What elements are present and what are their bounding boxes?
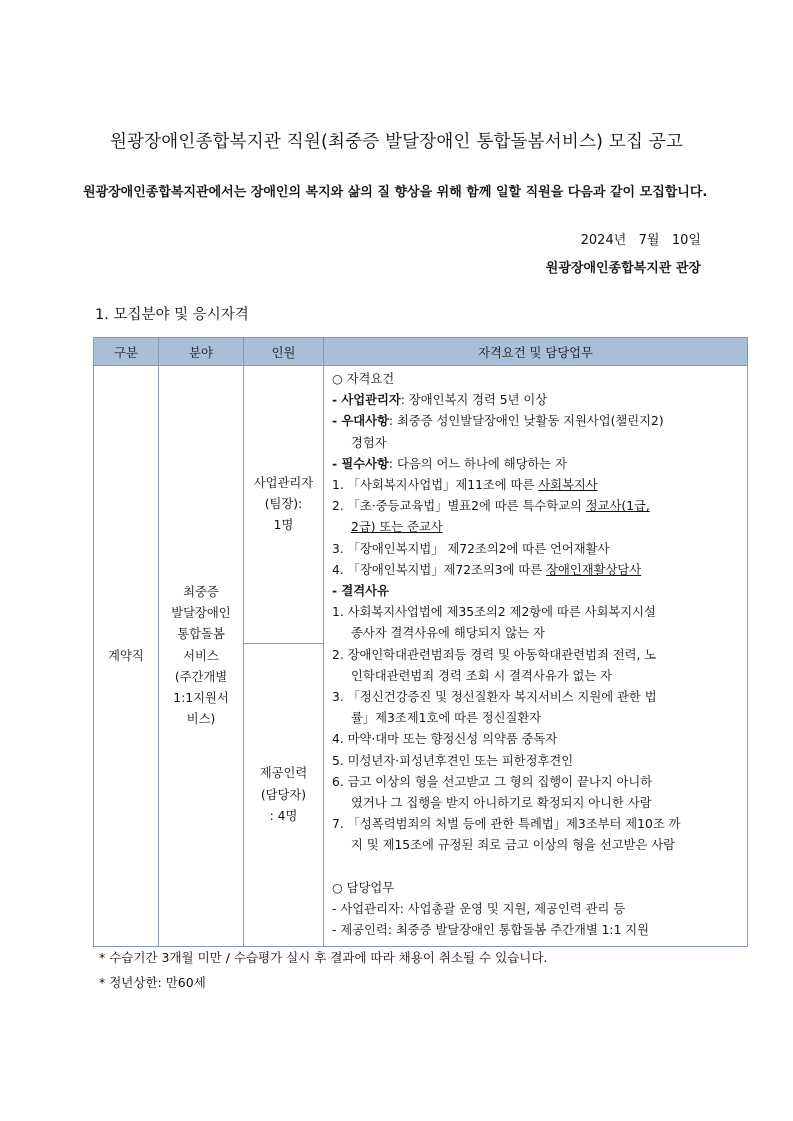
header-field: 분야 xyxy=(159,338,244,366)
required-item-3: 3. 「장애인복지법」 제72조의2에 따른 언어재활사 xyxy=(332,541,610,556)
cell-field xyxy=(159,366,244,947)
footnote-probation: * 수습기간 3개월 미만 / 수습평가 실시 후 결과에 따라 채용이 취소될 수 있습니다. xyxy=(99,950,548,965)
header-headcount: 인원 xyxy=(244,338,324,366)
field-line: 발달장애인 xyxy=(171,606,231,621)
field-line: 서비스 xyxy=(183,648,219,663)
headcount-line: : 4명 xyxy=(269,808,298,823)
announcement-date: 2024년 7월 10일 xyxy=(580,233,701,248)
headcount-line: 제공인력 xyxy=(259,766,308,781)
manager-qualification: - 사업관리자: 장애인복지 경력 5년 이상 xyxy=(332,393,548,408)
disq-item-1: 1. 사회복지사업법에 제35조의2 제2항에 따른 사회복지시설 xyxy=(332,605,656,620)
field-line: 통합돌봄 xyxy=(177,627,225,642)
cell-headcount-manager xyxy=(244,366,324,644)
spacer xyxy=(332,857,741,878)
field-line: 최중증 xyxy=(183,584,219,599)
qualification-title: ○ 자격요건 xyxy=(332,372,395,386)
cell-headcount-provider xyxy=(244,644,324,947)
required-item-2: 2. 「초·중등교육법」별표2에 따른 특수학교의 정교사(1급, xyxy=(332,499,650,514)
disq-item-6: 6. 금고 이상의 형을 선고받고 그 형의 집행이 끝나지 아니하 xyxy=(332,774,653,789)
footnote-retirement-age: * 정년상한: 만60세 xyxy=(99,975,206,990)
header-requirements: 자격요건 및 담당업무 xyxy=(324,338,748,366)
required-item-2-cont: 2급) 또는 준교사 xyxy=(351,520,443,535)
duty-title: ○ 담당업무 xyxy=(332,880,395,895)
required-qualification: - 필수사항: 다음의 어느 하나에 해당하는 자 xyxy=(332,456,568,471)
cell-requirements xyxy=(324,366,748,947)
disq-item-3-cont: 률」제3조제1호에 따른 정신질환자 xyxy=(351,711,542,726)
cell-category: 계약직 xyxy=(94,366,159,947)
disq-item-7: 7. 「성폭력범죄의 처벌 등에 관한 특례법」제3조부터 제10조 까 xyxy=(332,817,681,832)
required-item-1: 1. 「사회복지사업법」제11조에 따른 사회복지사 xyxy=(332,478,598,493)
table-header-row xyxy=(94,338,748,366)
disq-item-3: 3. 「정신건강증진 및 정신질환자 복지서비스 지원에 관한 법 xyxy=(332,690,657,705)
page-title: 원광장애인종합복지관 직원(최중증 발달장애인 통합돌봄서비스) 모집 공고 xyxy=(109,132,684,152)
footnotes xyxy=(99,945,547,995)
intro-paragraph: 원광장애인종합복지관에서는 장애인의 복지와 삶의 질 향상을 위해 함께 일할 직원을 다음과 같이 모집합니다. xyxy=(83,185,708,200)
header-category: 구분 xyxy=(94,338,159,366)
disq-item-4: 4. 마약·대마 또는 향정신성 의약품 중독자 xyxy=(332,732,558,747)
section-title: 1. 모집분야 및 응시자격 xyxy=(95,307,249,323)
disq-item-6-cont: 였거나 그 집행을 받지 아니하기로 확정되지 아니한 사람 xyxy=(351,796,652,811)
duty-provider: - 제공인력: 최중증 발달장애인 통합돌봄 주간개별 1:1 지원 xyxy=(332,923,650,938)
disq-item-2: 2. 장애인학대관련범죄등 경력 및 아동학대관련범죄 전력, 노 xyxy=(332,647,657,662)
field-line: (주간개별 xyxy=(174,669,228,684)
disq-item-1-cont: 종사자 결격사유에 해당되지 않는 자 xyxy=(351,626,545,641)
field-line: 비스) xyxy=(186,712,216,727)
headcount-line: (담당자) xyxy=(260,787,307,802)
preferred-qualification: - 우대사항: 최중증 성인발달장애인 낮활동 지원사업(챌린지2) xyxy=(332,414,664,429)
preferred-qualification-cont: 경험자 xyxy=(351,435,387,450)
field-line: 1:1지원서 xyxy=(173,690,229,705)
required-item-4: 4. 「장애인복지법」제72조의3에 따른 장애인재활상담사 xyxy=(332,562,642,577)
disq-item-5: 5. 미성년자·피성년후견인 또는 피한정후견인 xyxy=(332,753,574,768)
headcount-line: 1명 xyxy=(273,518,294,533)
org-signature: 원광장애인종합복지관 관장 xyxy=(545,261,701,276)
recruitment-table xyxy=(93,337,748,947)
duty-manager: - 사업관리자: 사업총괄 운영 및 지원, 제공인력 관리 등 xyxy=(332,901,626,916)
headcount-line: (팀장): xyxy=(264,496,303,511)
disq-item-2-cont: 인학대관련범죄 경력 조회 시 결격사유가 없는 자 xyxy=(351,668,613,683)
headcount-line: 사업관리자 xyxy=(253,475,314,490)
disq-item-7-cont: 지 및 제15조에 규정된 죄로 금고 이상의 형을 선고받은 사람 xyxy=(351,838,676,853)
disqualification-title: - 결격사유 xyxy=(332,584,389,599)
